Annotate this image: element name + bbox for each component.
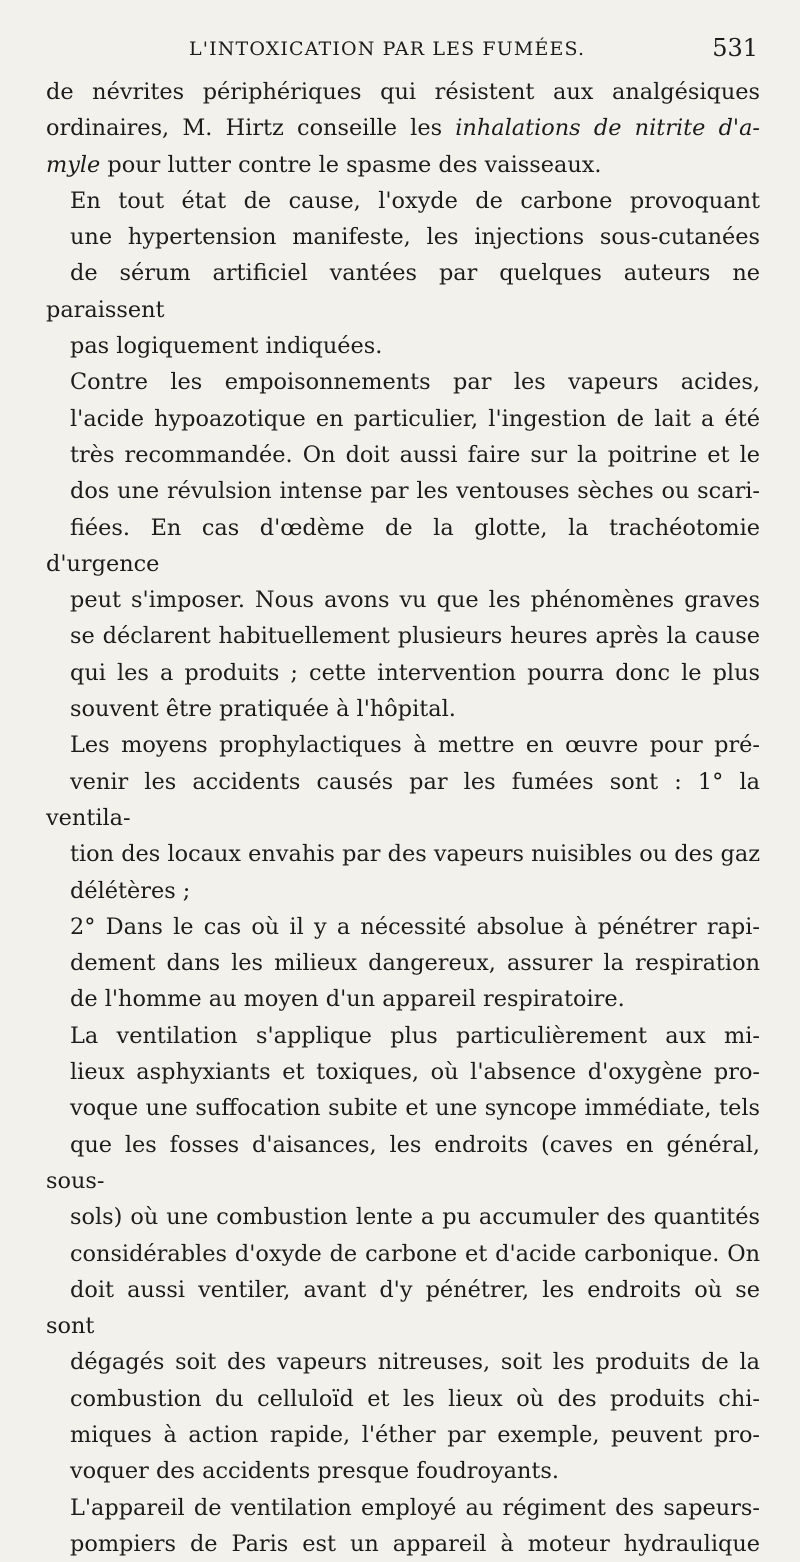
text-line — [46, 1127, 760, 1200]
text-line — [46, 1417, 760, 1453]
text-run: sols) où une combustion lente a pu accumuler des quantités — [70, 1204, 760, 1231]
paragraph — [46, 1018, 760, 1490]
text-run: miques à action rapide, l'éther par exemple, peuvent pro- — [70, 1421, 760, 1448]
text-run: Contre les empoisonnements par les vapeurs acides, — [70, 369, 760, 396]
text-line — [46, 255, 760, 328]
text-run: très recommandée. On doit aussi faire sur la poitrine et le — [70, 441, 760, 468]
text-line — [46, 945, 760, 981]
text-line — [46, 981, 760, 1017]
text-line — [46, 582, 760, 618]
text-run: pas logiquement indiquées. — [70, 333, 383, 360]
text-run: lieux asphyxiants et toxiques, où l'absence d'oxygène pro- — [70, 1059, 760, 1086]
text-run: En tout état de cause, l'oxyde de carbone provoquant — [70, 187, 760, 214]
text-line — [46, 364, 760, 400]
text-line — [46, 473, 760, 509]
text-run: tion des locaux envahis par des vapeurs nuisibles ou des gaz — [70, 841, 760, 868]
text-line — [46, 1490, 760, 1526]
text-run: combustion du celluloïd et les lieux où des produits chi- — [70, 1385, 760, 1412]
page-number: 531 — [712, 34, 758, 62]
text-run: considérables d'oxyde de carbone et d'acide carbonique. On — [70, 1240, 760, 1267]
text-line — [46, 1090, 760, 1126]
text-line — [46, 401, 760, 437]
text-run: souvent être pratiquée à l'hôpital. — [70, 696, 456, 723]
text-run: l'acide hypoazotique en particulier, l'ingestion de lait a été — [70, 405, 760, 432]
running-head — [46, 28, 760, 72]
text-line — [46, 727, 760, 763]
text-line — [46, 183, 760, 219]
text-run: venir les accidents causés par les fumées sont : 1° la ventila- — [46, 768, 760, 831]
running-title: L'INTOXICATION PAR LES FUMÉES. — [189, 38, 586, 60]
paragraph — [46, 364, 760, 727]
text-run: se déclarent habituellement plusieurs heures après la cause — [70, 623, 760, 650]
text-run: 2° Dans le cas où il y a nécessité absolue à pénétrer rapi- — [70, 913, 760, 940]
text-run: voquer des accidents presque foudroyants. — [70, 1458, 559, 1485]
text-line — [46, 1199, 760, 1235]
text-line — [46, 1272, 760, 1345]
text-run: dégagés soit des vapeurs nitreuses, soit les produits de la — [70, 1349, 760, 1376]
text-line — [46, 1054, 760, 1090]
text-line — [46, 764, 760, 837]
text-line — [46, 836, 760, 872]
text-run: délétères ; — [70, 877, 191, 904]
text-run: inhalations de nitrite d'a- — [455, 115, 760, 142]
text-run: dos une révulsion intense par les ventouses sèches ou scari- — [70, 478, 760, 505]
text-line — [46, 618, 760, 654]
text-run: ordinaires, M. Hirtz conseille les — [46, 115, 456, 142]
text-run: doit aussi ventiler, avant d'y pénétrer, les endroits où se sont — [46, 1276, 760, 1340]
text-line — [46, 328, 760, 364]
text-line — [46, 1236, 760, 1272]
text-run: L'appareil de ventilation employé au régiment des sapeurs- — [70, 1494, 760, 1521]
text-run: La ventilation s'applique plus particulièrement aux mi- — [70, 1022, 760, 1049]
text-run: une hypertension manifeste, les injections sous-cutanées — [70, 224, 760, 251]
text-line — [46, 1526, 760, 1562]
text-run: fiées. En cas d'œdème de la glotte, la trachéotomie d'urgence — [46, 514, 760, 577]
text-run: voque une suffocation subite et une syncope immédiate, tels — [70, 1095, 760, 1122]
text-line — [46, 510, 760, 583]
paragraph — [46, 74, 760, 183]
text-line — [46, 1381, 760, 1417]
text-run: Les moyens prophylactiques à mettre en œuvre pour pré- — [70, 732, 760, 759]
paragraph — [46, 727, 760, 908]
text-line — [46, 691, 760, 727]
text-run: de sérum artificiel vantées par quelques auteurs ne paraissent — [46, 260, 760, 323]
text-run: de l'homme au moyen d'un appareil respiratoire. — [70, 986, 625, 1013]
text-line — [46, 655, 760, 691]
text-run: de névrites périphériques qui résistent aux analgésiques — [46, 79, 760, 105]
text-line — [46, 437, 760, 473]
text-run: pour lutter contre le spasme des vaisseaux. — [100, 151, 602, 178]
paragraph — [46, 1490, 760, 1562]
text-run: pompiers de Paris est un appareil à moteur hydraulique — [70, 1530, 760, 1557]
text-run: dement dans les milieux dangereux, assurer la respiration — [70, 950, 760, 977]
text-line — [46, 1453, 760, 1489]
text-line — [46, 909, 760, 945]
text-line — [46, 873, 760, 909]
text-line — [46, 1344, 760, 1380]
text-line — [46, 219, 760, 255]
text-line — [46, 147, 760, 183]
paragraph — [46, 909, 760, 1018]
text-run: myle — [46, 151, 101, 178]
text-run: que les fosses d'aisances, les endroits (caves en général, sous- — [46, 1131, 760, 1194]
text-line — [46, 1018, 760, 1054]
text-run: peut s'imposer. Nous avons vu que les phénomènes graves — [70, 587, 760, 614]
paragraph — [46, 183, 760, 364]
text-line — [46, 110, 760, 146]
text-run: qui les a produits ; cette intervention pourra donc le plus — [70, 659, 760, 686]
body-text — [46, 74, 760, 1562]
text-line — [46, 74, 760, 110]
